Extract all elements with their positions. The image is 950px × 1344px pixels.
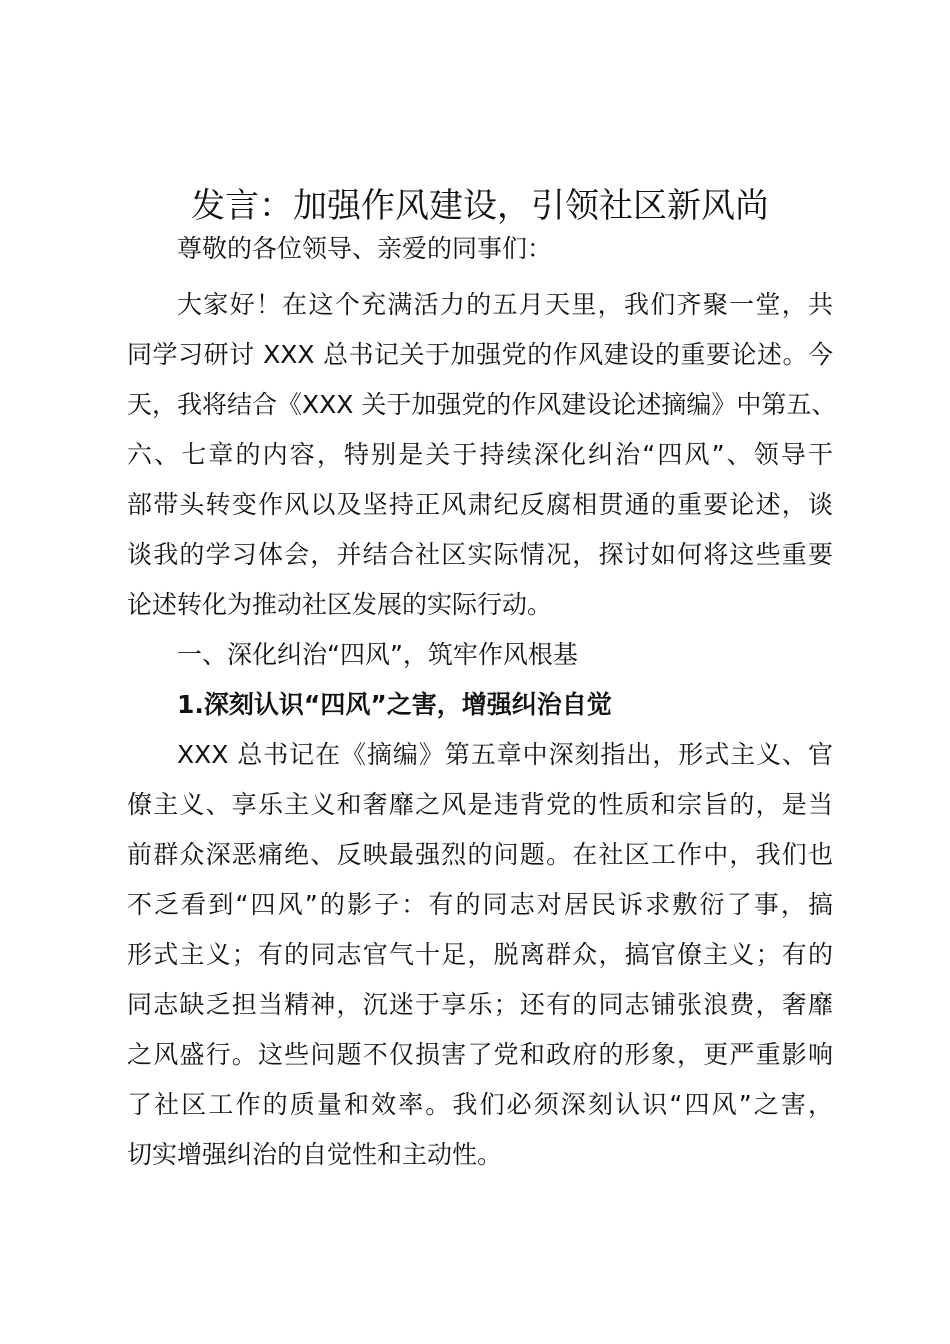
document-title: 发言：加强作风建设，引领社区新风尚 <box>191 186 769 226</box>
body-line: 僚主义、享乐主义和奢靡之风是违背党的性质和宗旨的，是当 <box>127 790 833 819</box>
body-line: 形式主义；有的同志官气十足，脱离群众，搞官僚主义；有的 <box>127 940 833 969</box>
salutation: 尊敬的各位领导、亲爱的同事们： <box>177 234 553 263</box>
body-line: 同志缺乏担当精神，沉迷于享乐；还有的同志铺张浪费，奢靡 <box>127 990 833 1019</box>
intro-line: 同学习研讨 XXX 总书记关于加强党的作风建设的重要论述。今 <box>127 340 833 369</box>
intro-line: 论述转化为推动社区发展的实际行动。 <box>127 590 553 619</box>
subsection-heading: 1.深刻认识“四风”之害，增强纠治自觉 <box>177 690 612 719</box>
section-heading: 一、深化纠治“四风”，筑牢作风根基 <box>177 640 578 669</box>
body-line: 前群众深恶痛绝、反映最强烈的问题。在社区工作中，我们也 <box>127 840 833 869</box>
body-line: XXX 总书记在《摘编》第五章中深刻指出，形式主义、官 <box>177 740 833 769</box>
body-paragraph <box>127 730 833 1180</box>
body-line: 之风盛行。这些问题不仅损害了党和政府的形象，更严重影响 <box>127 1040 833 1069</box>
intro-line: 大家好！在这个充满活力的五月天里，我们齐聚一堂，共 <box>177 290 833 319</box>
document-page <box>127 182 837 1180</box>
intro-line: 天，我将结合《XXX 关于加强党的作风建设论述摘编》中第五、 <box>127 390 837 419</box>
intro-line: 部带头转变作风以及坚持正风肃纪反腐相贯通的重要论述，谈 <box>127 490 833 519</box>
intro-line: 谈我的学习体会，并结合社区实际情况，探讨如何将这些重要 <box>127 540 833 569</box>
body-line: 了社区工作的质量和效率。我们必须深刻认识“四风”之害， <box>127 1090 833 1119</box>
body-line: 不乏看到“四风”的影子：有的同志对居民诉求敷衍了事，搞 <box>127 890 833 919</box>
body-line: 切实增强纠治的自觉性和主动性。 <box>127 1140 503 1169</box>
intro-line: 六、七章的内容，特别是关于持续深化纠治“四风”、领导干 <box>127 440 833 469</box>
intro-paragraph <box>127 280 837 630</box>
